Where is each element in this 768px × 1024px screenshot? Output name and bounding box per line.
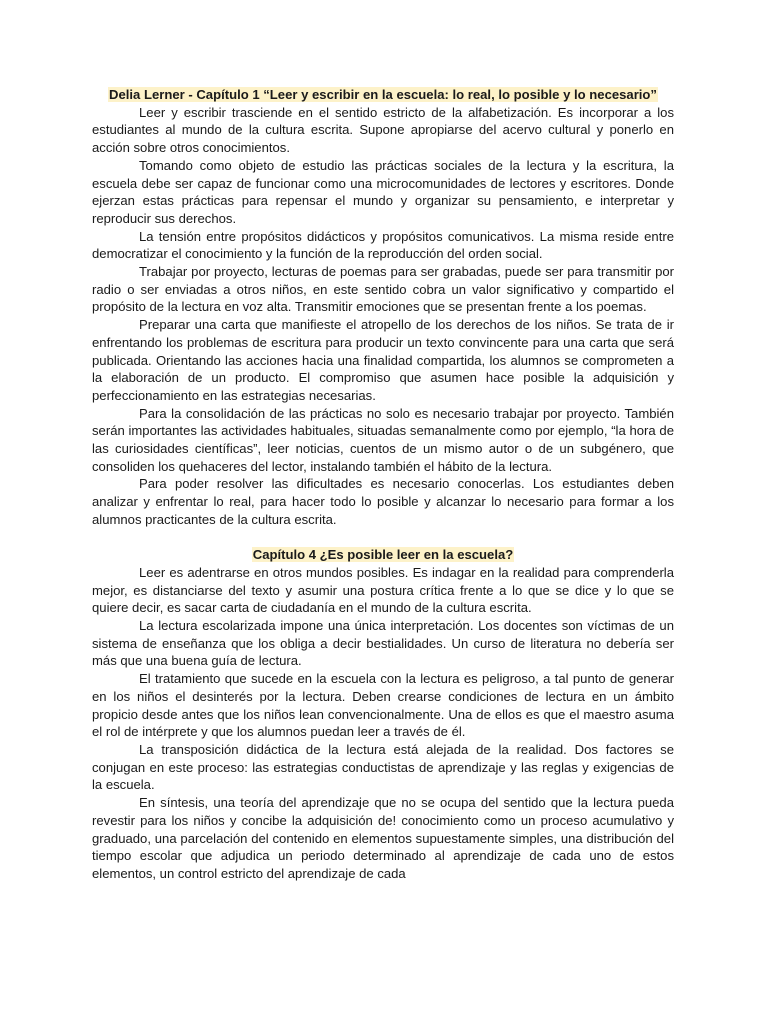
- paragraph: En síntesis, una teoría del aprendizaje que no se ocupa del sentido que la lectura pueda revestir para los niños y concibe la adquisición de! conocimiento como un proceso acumulativo y graduado, una parcelación del contenido en elementos supuestamente simples, una distribución del tiempo escolar que adjudica un periodo determinado al aprendizaje de cada uno de estos elementos, un control estricto del aprendizaje de cada: [92, 795, 674, 881]
- section-spacer: [92, 529, 674, 547]
- paragraph: Leer y escribir trasciende en el sentido estricto de la alfabetización. Es incorporar a los estudiantes al mundo de la cultura escrita. Supone apropiarse del acervo cultural y ponerlo en acción sobre otros conocimientos.: [92, 104, 674, 156]
- section-chapter-1: [92, 86, 674, 529]
- heading-text: Delia Lerner - Capítulo 1 “Leer y escribir en la escuela: lo real, lo posible y lo necesario”: [109, 87, 657, 102]
- section-chapter-4: [92, 546, 674, 882]
- paragraph: El tratamiento que sucede en la escuela con la lectura es peligroso, a tal punto de generar en los niños el desinterés por la lectura. Deben crearse condiciones de lectura en un ámbito propicio desde antes que los niños lean convencionalmente. Una de ellos es que el maestro asuma el rol de intérprete y que los alumnos puedan leer a través de él.: [92, 671, 674, 740]
- paragraph: La tensión entre propósitos didácticos y propósitos comunicativos. La misma reside entre democratizar el conocimiento y la función de la reproducción del orden social.: [92, 228, 674, 262]
- paragraph: Preparar una carta que manifieste el atropello de los derechos de los niños. Se trata de ir enfrentando los problemas de escritura para producir un texto convincente para una carta que será publicada. Orientando las acciones hacia una finalidad compartida, los alumnos se comprometen a la elaboración de un producto. El compromiso que asumen hace posible la adquisición y perfeccionamiento en las estrategias necesarias.: [92, 317, 674, 403]
- section-heading: [92, 86, 674, 104]
- paragraph: Para la consolidación de las prácticas no solo es necesario trabajar por proyecto. También serán importantes las actividades habituales, situadas semanalmente como por ejemplo, “la hora de las curiosidades científicas”, leer noticias, cuentos de un mismo autor o de un subgénero, que consoliden los quehaceres del lector, instalando también el hábito de la lectura.: [92, 405, 674, 474]
- paragraph: Tomando como objeto de estudio las prácticas sociales de la lectura y la escritura, la escuela debe ser capaz de funcionar como una microcomunidades de lectores y escritores. Donde ejerzan estas prácticas para repensar el mundo y organizar su pensamiento, e interpretar y reproducir sus derechos.: [92, 157, 674, 226]
- paragraph: La transposición didáctica de la lectura está alejada de la realidad. Dos factores se conjugan en este proceso: las estrategias conductistas de aprendizaje y las reglas y exigencias de la escuela.: [92, 742, 674, 793]
- paragraph: Para poder resolver las dificultades es necesario conocerlas. Los estudiantes deben analizar y enfrentar lo real, para hacer todo lo posible y alcanzar lo necesario para formar a los alumnos practicantes de la cultura escrita.: [92, 476, 674, 527]
- section-heading: [92, 546, 674, 564]
- paragraph: La lectura escolarizada impone una única interpretación. Los docentes son víctimas de un sistema de enseñanza que los obliga a decir bestialidades. Un curso de literatura no debería ser más que una buena guía de lectura.: [92, 618, 674, 669]
- document-page: [92, 86, 674, 883]
- paragraph: Leer es adentrarse en otros mundos posibles. Es indagar en la realidad para comprenderla mejor, es distanciarse del texto y asumir una postura crítica frente a lo que se dice y lo que se quiere decir, es sacar carta de ciudadanía en el mundo de la cultura escrita.: [92, 564, 674, 616]
- heading-text: Capítulo 4 ¿Es posible leer en la escuela?: [252, 547, 514, 563]
- paragraph: Trabajar por proyecto, lecturas de poemas para ser grabadas, puede ser para transmitir por radio o ser enviadas a otros niños, en este sentido cobra un valor significativo y compartido el propósito de la lectura en voz alta. Transmitir emociones que se presentan frente a los poemas.: [92, 264, 674, 315]
